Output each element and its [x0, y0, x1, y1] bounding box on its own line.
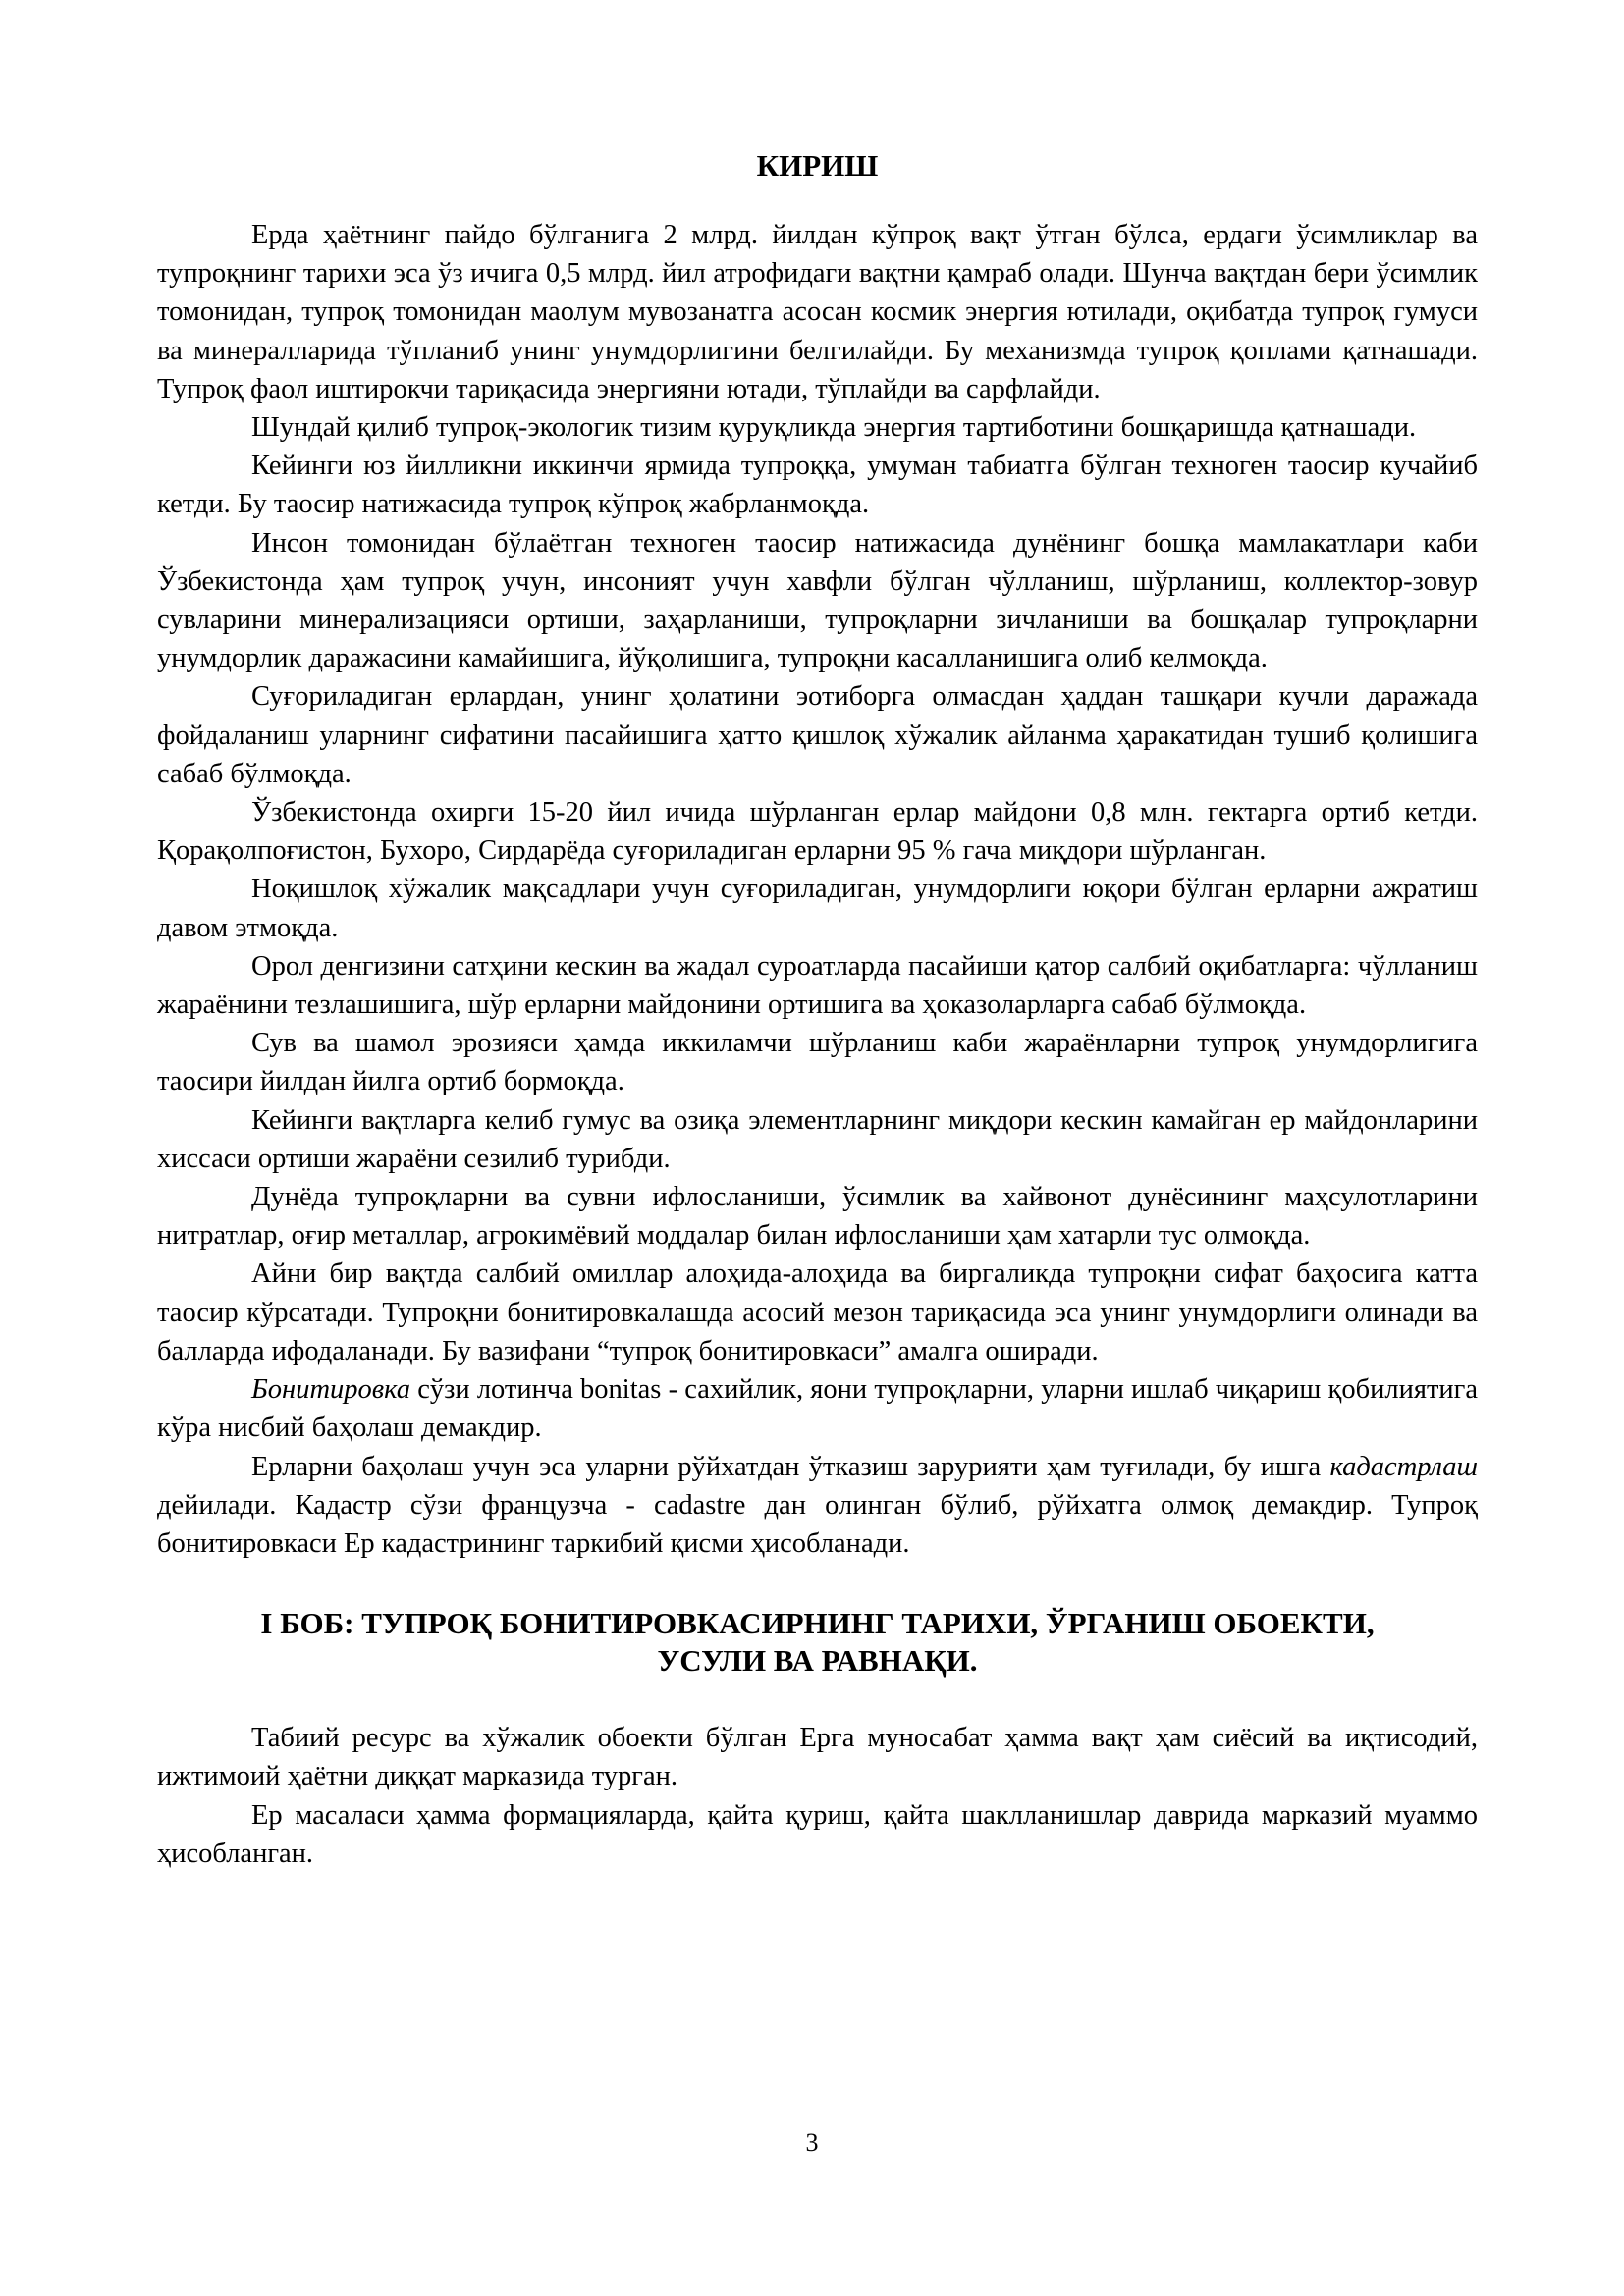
bonitirovka-paragraph: [157, 1370, 1478, 1447]
kadastr-term: кадастрлаш: [1329, 1451, 1478, 1482]
intro-paragraph: Кейинги вақтларга келиб гумус ва озиқа элементларнинг миқдори кескин камайган ер майдонларини хиссаси ортиши жараёни сезилиб турибди.: [157, 1104, 1478, 1174]
intro-paragraph: Дунёда тупроқларни ва сувни ифлосланиши, ўсимлик ва хайвонот дунёсининг маҳсулотларини нитратлар, оғир металлар, агрокимёвий моддалар билан ифлосланиши ҳам хатарли тус олмоқда.: [157, 1182, 1478, 1252]
bonitirovka-text: сўзи лотинча bonitas - сахийлик, яони тупроқларни, уларни ишлаб чиқариш қобилиятига кўра нисбий баҳолаш демакдир.: [157, 1374, 1478, 1444]
intro-paragraph: Инсон томонидан бўлаётган техноген таосир натижасида дунёнинг бошқа мамлакатлари каби Ўзбекистонда ҳам тупроқ учун, инсоният учун хавфли бўлган чўлланиш, шўрланиш, коллектор-зовур сувларини минерализацияси ортиши, заҳарланиши, тупроқларни зичланиши ва бошқалар тупроқларни унумдорлик даражасини камайишига, йўқолишига, тупроқни касалланишига олиб келмоқда.: [157, 527, 1478, 674]
chapter-heading: [157, 1605, 1478, 1680]
intro-paragraph: Орол денгизини сатҳини кескин ва жадал суроатларда пасайиши қатор салбий оқибатларга: чўлланиш жараёнини тезлашишига, шўр ерларни майдонини ортишига ва ҳоказоларларга сабаб бўлмоқда.: [157, 950, 1478, 1021]
page-number: 3: [805, 2128, 819, 2157]
intro-paragraph: Ерда ҳаётнинг пайдо бўлганига 2 млрд. йилдан кўпроқ вақт ўтган бўлса, ердаги ўсимликлар ва тупроқнинг тарихи эса ўз ичига 0,5 млрд. йил атрофидаги вақтни қамраб олади. Шунча вақтдан бери ўсимлик томонидан, тупроқ томонидан маолум мувозанатга асосан космик энергия ютилади, оқибатда тупроқ гумуси ва минералларида тўпланиб унинг унумдорлигини белгилайди. Бу механизмда тупроқ қоплами қатнашади. Тупроқ фаол иштирокчи тариқасида энергияни ютади, тўплайди ва сарфлайди.: [157, 220, 1478, 404]
kadastr-text-before: Ерларни баҳолаш учун эса уларни рўйхатдан ўтказиш зарурияти ҳам туғилади, бу ишга: [251, 1451, 1330, 1482]
chapter-paragraph: Табиий ресурс ва хўжалик обоекти бўлган Ерга муносабат ҳамма вақт ҳам сиёсий ва иқтисодий, ижтимоий ҳаётни диққат марказида турган.: [157, 1723, 1478, 1792]
intro-paragraph: Кейинги юз йилликни иккинчи ярмида тупроққа, умуман табиатга бўлган техноген таосир кучайиб кетди. Бу таосир натижасида тупроқ кўпроқ жабрланмоқда.: [157, 451, 1478, 520]
intro-paragraph: Суғориладиган ерлардан, унинг ҳолатини эотиборга олмасдан ҳаддан ташқари кучли даражада фойдаланиш уларнинг сифатини пасайишига ҳатто қишлоқ хўжалик айланма ҳаракатидан тушиб қолишига сабаб бўлмоқда.: [157, 681, 1478, 789]
intro-paragraph: Сув ва шамол эрозияси ҳамда иккиламчи шўрланиш каби жараёнларни тупроқ унумдорлигига таосири йилдан йилга ортиб бормоқда.: [157, 1028, 1478, 1097]
intro-paragraph: Ноқишлоқ хўжалик мақсадлари учун суғориладиган, унумдорлиги юқори бўлган ерларни ажратиш давом этмоқда.: [157, 874, 1478, 943]
document-page: [157, 147, 1478, 1873]
chapter-paragraph: Ер масаласи ҳамма формацияларда, қайта қуриш, қайта шаклланишлар даврида марказий муаммо ҳисобланган.: [157, 1799, 1478, 1869]
intro-heading: КИРИШ: [756, 148, 879, 183]
intro-paragraph: Шундай қилиб тупроқ-экологик тизим қуруқликда энергия тартиботини бошқаришда қатнашади.: [251, 412, 1417, 444]
chapter-heading-line1: I БОБ: ТУПРОҚ БОНИТИРОВКАСИРНИНГ ТАРИХИ, ЎРГАНИШ ОБОЕКТИ,: [260, 1606, 1375, 1641]
chapter-heading-line2: УСУЛИ ВА РАВНАҚИ.: [657, 1643, 978, 1679]
intro-paragraph: Ўзбекистонда охирги 15-20 йил ичида шўрланган ерлар майдони 0,8 млн. гектарга ортиб кетди. Қорақолпоғистон, Бухоро, Сирдарёда суғориладиган ерларни 95 % гача миқдори шўрланган.: [157, 797, 1478, 867]
kadastr-text-after: дейилади. Кадастр сўзи французча - cadastre дан олинган бўлиб, рўйхатга олмоқ демакдир. Тупроқ бонитировкаси Ер кадастрининг таркибий қисми ҳисобланади.: [157, 1489, 1478, 1559]
bonitirovka-term: Бонитировка: [251, 1374, 411, 1406]
intro-paragraph: Айни бир вақтда салбий омиллар алоҳида-алоҳида ва биргаликда тупроқни сифат баҳосига катта таосир кўрсатади. Тупроқни бонитировкалашда асосий мезон тариқасида эса унинг унумдорлиги олинади ва балларда ифодаланади. Бу вазифани “тупроқ бонитировкаси” амалга оширади.: [157, 1258, 1478, 1366]
kadastr-paragraph: [157, 1448, 1478, 1564]
